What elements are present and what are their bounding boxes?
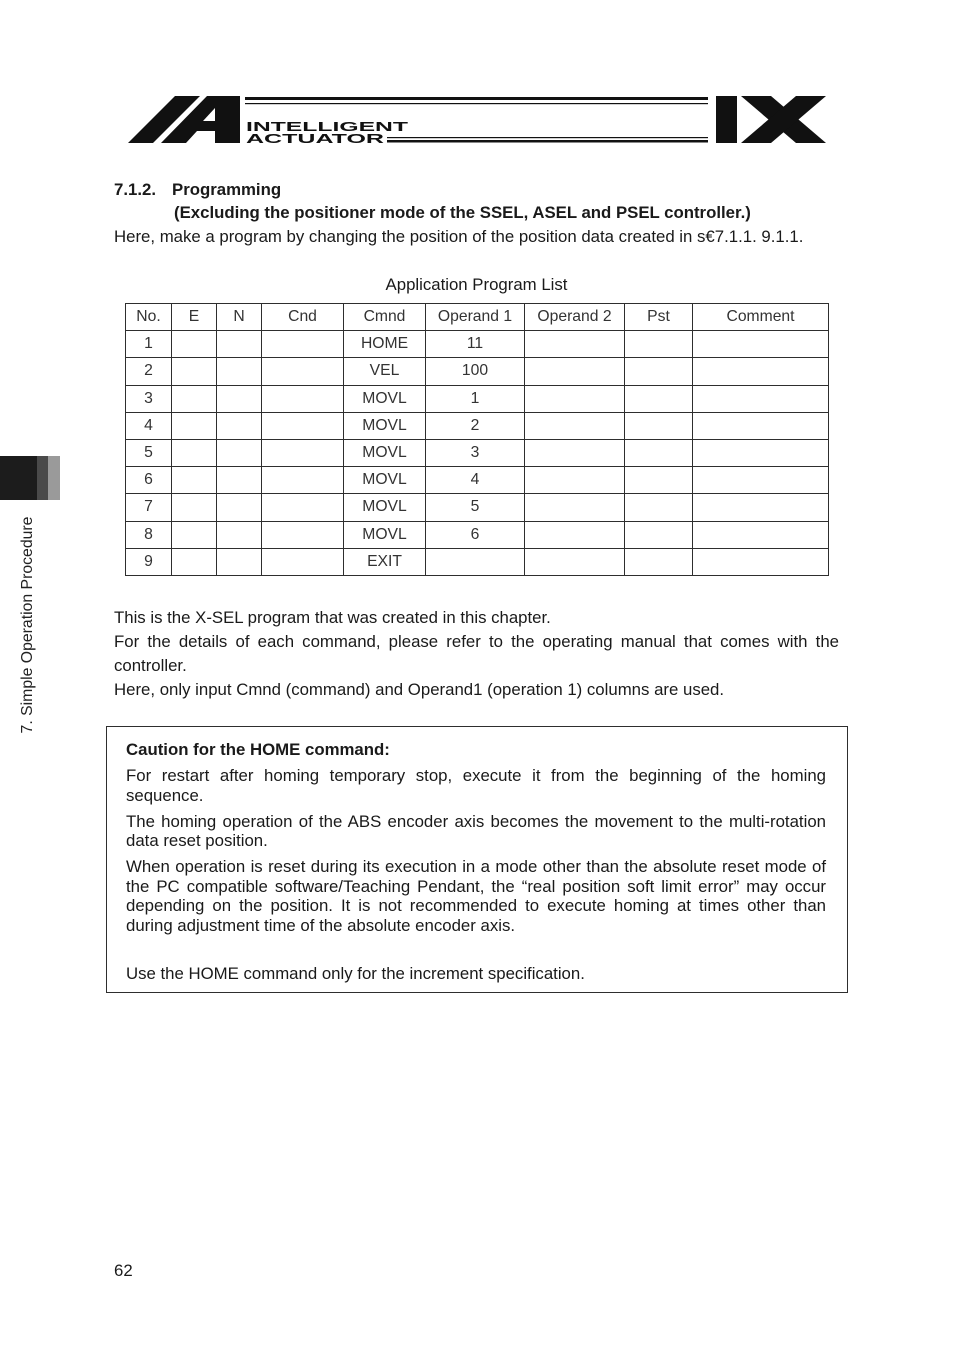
cell-cmnd: MOVL xyxy=(344,412,426,439)
header-e: E xyxy=(172,304,217,331)
cell-comment xyxy=(693,521,829,548)
cell-comment xyxy=(693,412,829,439)
header-operand2: Operand 2 xyxy=(525,304,625,331)
cell-e xyxy=(172,385,217,412)
section-subtitle: (Excluding the positioner mode of the SSEL, ASEL and PSEL controller.) xyxy=(174,203,751,222)
table-caption: Application Program List xyxy=(385,275,568,294)
cell-no: 1 xyxy=(126,331,172,358)
cell-operand1: 1 xyxy=(426,385,525,412)
cell-operand1: 3 xyxy=(426,439,525,466)
table-row xyxy=(126,412,829,439)
chapter-tab-stripe-dark xyxy=(37,456,48,500)
cell-pst xyxy=(625,548,693,575)
cell-pst xyxy=(625,467,693,494)
caution-item: For restart after homing temporary stop, execute it from the beginning of the homing sequence. xyxy=(126,766,826,805)
cell-cmnd: MOVL xyxy=(344,494,426,521)
chapter-tab-block xyxy=(0,456,37,500)
cell-n xyxy=(217,385,262,412)
cell-e xyxy=(172,412,217,439)
cell-cnd xyxy=(262,548,344,575)
intro-text: Here, make a program by changing the position of the position data created in s€7.1.1. 9.1.1. xyxy=(114,227,804,246)
cell-no: 7 xyxy=(126,494,172,521)
header-comment: Comment xyxy=(693,304,829,331)
cell-operand2 xyxy=(525,358,625,385)
caution-title: Caution for the HOME command: xyxy=(126,740,390,759)
cell-cnd xyxy=(262,439,344,466)
cell-comment xyxy=(693,385,829,412)
program-table xyxy=(125,303,829,576)
cell-no: 9 xyxy=(126,548,172,575)
caution-box xyxy=(106,726,848,993)
cell-cmnd: MOVL xyxy=(344,439,426,466)
chapter-side-label: 7. Simple Operation Procedure xyxy=(19,516,36,734)
cell-operand2 xyxy=(525,331,625,358)
cell-e xyxy=(172,467,217,494)
cell-e xyxy=(172,548,217,575)
cell-cmnd: EXIT xyxy=(344,548,426,575)
cell-n xyxy=(217,439,262,466)
cell-pst xyxy=(625,439,693,466)
cell-pst xyxy=(625,385,693,412)
cell-pst xyxy=(625,358,693,385)
cell-n xyxy=(217,494,262,521)
cell-cmnd: VEL xyxy=(344,358,426,385)
cell-no: 8 xyxy=(126,521,172,548)
caution-item: When operation is reset during its execution in a mode other than the absolute reset mode of the PC compatible software/Teaching Pendant, the “real position soft limit error” may occur depending on the position. It is not recommended to execute homing at times other than during adjustment time of the absolute encoder axis. xyxy=(126,857,826,935)
cell-pst xyxy=(625,412,693,439)
cell-comment xyxy=(693,358,829,385)
table-row xyxy=(126,494,829,521)
section-number: 7.1.2. xyxy=(114,180,156,199)
chapter-tab xyxy=(0,456,60,500)
cell-pst xyxy=(625,494,693,521)
cell-operand1: 100 xyxy=(426,358,525,385)
cell-operand1: 4 xyxy=(426,467,525,494)
page-number: 62 xyxy=(114,1261,133,1280)
cell-cmnd: HOME xyxy=(344,331,426,358)
cell-comment xyxy=(693,331,829,358)
cell-cnd xyxy=(262,331,344,358)
cell-comment xyxy=(693,467,829,494)
cell-e xyxy=(172,439,217,466)
cell-operand1: 5 xyxy=(426,494,525,521)
cell-cnd xyxy=(262,385,344,412)
cell-cnd xyxy=(262,467,344,494)
cell-cnd xyxy=(262,358,344,385)
cell-operand2 xyxy=(525,494,625,521)
cell-no: 6 xyxy=(126,467,172,494)
cell-n xyxy=(217,521,262,548)
cell-operand1: 2 xyxy=(426,412,525,439)
brand-name-line1: INTELLIGENT xyxy=(246,119,409,134)
header-no: No. xyxy=(126,304,172,331)
cell-operand1 xyxy=(426,548,525,575)
cell-cmnd: MOVL xyxy=(344,385,426,412)
table-row xyxy=(126,385,829,412)
brand-name-line2: ACTUATOR xyxy=(246,131,386,146)
cell-cnd xyxy=(262,412,344,439)
table-row xyxy=(126,548,829,575)
header-rule-top-thick xyxy=(245,97,708,100)
cell-n xyxy=(217,467,262,494)
header-rule-bottom-thick xyxy=(387,140,708,143)
cell-operand2 xyxy=(525,439,625,466)
table-row xyxy=(126,467,829,494)
table-row xyxy=(126,331,829,358)
body-text xyxy=(114,606,839,702)
cell-pst xyxy=(625,331,693,358)
cell-cnd xyxy=(262,521,344,548)
cell-operand2 xyxy=(525,467,625,494)
cell-no: 3 xyxy=(126,385,172,412)
cell-comment xyxy=(693,548,829,575)
cell-operand2 xyxy=(525,385,625,412)
header-n: N xyxy=(217,304,262,331)
body-paragraph: This is the X-SEL program that was created in this chapter. xyxy=(114,608,551,627)
cell-no: 2 xyxy=(126,358,172,385)
cell-no: 4 xyxy=(126,412,172,439)
cell-e xyxy=(172,521,217,548)
chapter-tab-stripe-light xyxy=(48,456,60,500)
header-logo xyxy=(0,0,954,160)
table-row xyxy=(126,358,829,385)
body-paragraph: Here, only input Cmnd (command) and Operand1 (operation 1) columns are used. xyxy=(114,680,725,699)
table-header-row xyxy=(126,304,829,331)
header-rule-bottom-thin xyxy=(387,137,708,138)
cell-no: 5 xyxy=(126,439,172,466)
cell-cnd xyxy=(262,494,344,521)
cell-e xyxy=(172,494,217,521)
cell-operand2 xyxy=(525,412,625,439)
section-title: Programming xyxy=(172,180,282,199)
table-row xyxy=(126,521,829,548)
iai-logo-mark xyxy=(128,96,240,143)
cell-cmnd: MOVL xyxy=(344,521,426,548)
caution-item: The homing operation of the ABS encoder axis becomes the movement to the multi-rotation data reset position. xyxy=(126,811,826,850)
body-paragraph: For the details of each command, please refer to the operating manual that comes with the controller. xyxy=(114,632,839,675)
cell-comment xyxy=(693,439,829,466)
ix-logo-mark xyxy=(716,96,826,143)
table-row xyxy=(126,439,829,466)
header-pst: Pst xyxy=(625,304,693,331)
header-cnd: Cnd xyxy=(262,304,344,331)
header-rule-top-thin xyxy=(245,103,708,104)
cell-pst xyxy=(625,521,693,548)
section-heading xyxy=(114,180,281,200)
cell-n xyxy=(217,412,262,439)
cell-n xyxy=(217,548,262,575)
cell-n xyxy=(217,358,262,385)
cell-operand2 xyxy=(525,521,625,548)
header-cmnd: Cmnd xyxy=(344,304,426,331)
cell-operand1: 11 xyxy=(426,331,525,358)
cell-n xyxy=(217,331,262,358)
caution-note: Use the HOME command only for the increment specification. xyxy=(126,963,585,983)
cell-operand1: 6 xyxy=(426,521,525,548)
header-operand1: Operand 1 xyxy=(426,304,525,331)
cell-comment xyxy=(693,494,829,521)
cell-cmnd: MOVL xyxy=(344,467,426,494)
cell-e xyxy=(172,358,217,385)
cell-operand2 xyxy=(525,548,625,575)
cell-e xyxy=(172,331,217,358)
